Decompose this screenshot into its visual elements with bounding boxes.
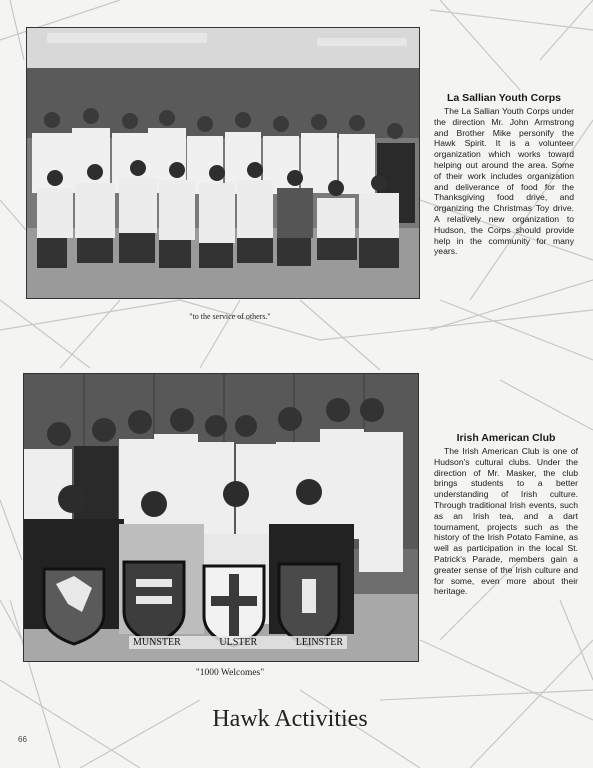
shield-label-leinster: LEINSTER [295,637,343,648]
shield-labels [129,636,347,649]
shield-label-munster: MUNSTER [133,637,181,648]
irish-club-group-photo [24,374,418,661]
lasallian-heading: La Sallian Youth Corps [447,92,561,104]
irish-photo-caption: "1000 Welcomes" [195,668,265,678]
irish-body: The Irish American Club is one of Hudson's cultural clubs. Under the direction of Mr. Masker, the club brings students to a better understanding of Irish culture. Through traditional Irish events, such as an Irish tea, and a dart tournament, projects such as the history of the Irish Potato Famine, as well as participation in the local St. Patrick's Parade, members gain a greater sense of the Irish culture and for some, even more about their heritage. [434,446,578,597]
lasallian-photo-caption: "to the service of others." [189,312,271,321]
lasallian-group-photo [27,28,419,298]
irish-article [434,432,578,597]
page-number: 66 [18,735,27,744]
shield-label-ulster: ULSTER [219,637,258,648]
lasallian-article [434,92,574,257]
lasallian-body: The La Sallian Youth Corps under the direction Mr. John Armstrong and Brother Mike personify the Hawk Spirit. It is a volunteer organization which works toward helping out around the area. Some of their work includes organization and deliverance of food for the Thanksgiving food drive, and organizing the Christmas Toy drive. A relatively new organization to Hudson, the Corps should provide help in the community for many years. [434,106,574,257]
irish-heading: Irish American Club [456,432,556,444]
page-footer-title: Hawk Activities [212,706,368,732]
